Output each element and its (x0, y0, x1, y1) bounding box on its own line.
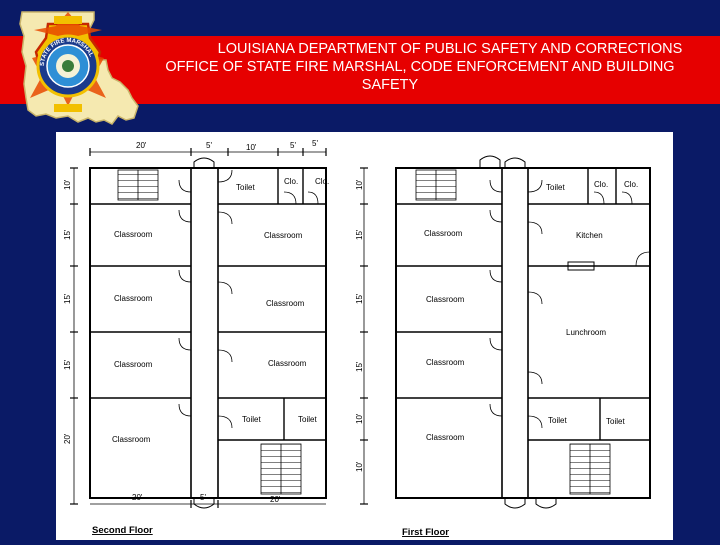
ff-room-toilet-top: Toilet (546, 183, 565, 192)
sf-room-classroom-r1: Classroom (264, 231, 303, 240)
dim-top-1: 20' (136, 141, 147, 150)
sf-room-classroom-l2: Classroom (114, 294, 153, 303)
dim-right-6: 10' (355, 461, 364, 472)
louisiana-state-fire-marshal-seal-icon (8, 6, 148, 134)
ff-room-toilet-b1: Toilet (548, 416, 567, 425)
first-floor-caption: First Floor (402, 527, 449, 538)
dim-bottom-2: 5' (200, 493, 206, 502)
dim-bottom-3: 20' (270, 495, 281, 504)
ff-room-classroom-l1: Classroom (424, 229, 463, 238)
sf-room-classroom-r3: Classroom (268, 359, 307, 368)
sf-room-classroom-l4: Classroom (112, 435, 151, 444)
sf-room-classroom-r2: Classroom (266, 299, 305, 308)
sf-room-classroom-l1: Classroom (114, 230, 153, 239)
ff-room-toilet-b2: Toilet (606, 417, 625, 426)
ff-room-lunchroom: Lunchroom (566, 328, 607, 337)
ff-room-classroom-l3: Classroom (426, 358, 465, 367)
sf-room-clo-1: Clo. (284, 177, 299, 186)
dim-top-4: 5' (290, 141, 296, 150)
first-floor-plan (396, 156, 650, 508)
ff-room-clo-1: Clo. (594, 180, 609, 189)
floor-plan-drawing (56, 132, 673, 540)
second-floor-plan (70, 148, 368, 508)
sf-room-classroom-l3: Classroom (114, 360, 153, 369)
dim-left-5: 20' (63, 433, 72, 444)
dim-left-1: 10' (63, 179, 72, 190)
sf-room-toilet-b2: Toilet (298, 415, 317, 424)
dim-top-3: 10' (246, 143, 257, 152)
second-floor-caption: Second Floor (92, 525, 153, 536)
dim-left-3: 15' (63, 293, 72, 304)
page-title (120, 40, 720, 94)
dim-top-5: 5' (312, 139, 318, 148)
ff-room-classroom-l4: Classroom (426, 433, 465, 442)
ff-room-classroom-l2: Classroom (426, 295, 465, 304)
dim-left-4: 15' (63, 359, 72, 370)
dim-right-4: 15' (355, 361, 364, 372)
sf-room-clo-2: Clo. (315, 177, 330, 186)
sf-room-toilet-b1: Toilet (242, 415, 261, 424)
dim-right-3: 15' (355, 293, 364, 304)
dim-top-2: 5' (206, 141, 212, 150)
ff-room-clo-2: Clo. (624, 180, 639, 189)
title-line-3: SAFETY (361, 77, 419, 93)
title-line-1: LOUISIANA DEPARTMENT OF PUBLIC SAFETY AND CORRECTIONS (217, 41, 683, 57)
floor-plan-sheet (56, 132, 673, 540)
title-line-2: OFFICE OF STATE FIRE MARSHAL, CODE ENFORCEMENT AND BUILDING (165, 59, 675, 75)
dim-left-2: 15' (63, 229, 72, 240)
dim-right-5: 10' (355, 413, 364, 424)
dim-bottom-1: 20' (132, 493, 143, 502)
ff-room-kitchen: Kitchen (576, 231, 603, 240)
dim-right-2: 15' (355, 229, 364, 240)
seal-ring-text: STATE FIRE MARSHAL (39, 37, 94, 67)
sf-room-toilet-top: Toilet (236, 183, 255, 192)
dim-right-1: 10' (355, 179, 364, 190)
